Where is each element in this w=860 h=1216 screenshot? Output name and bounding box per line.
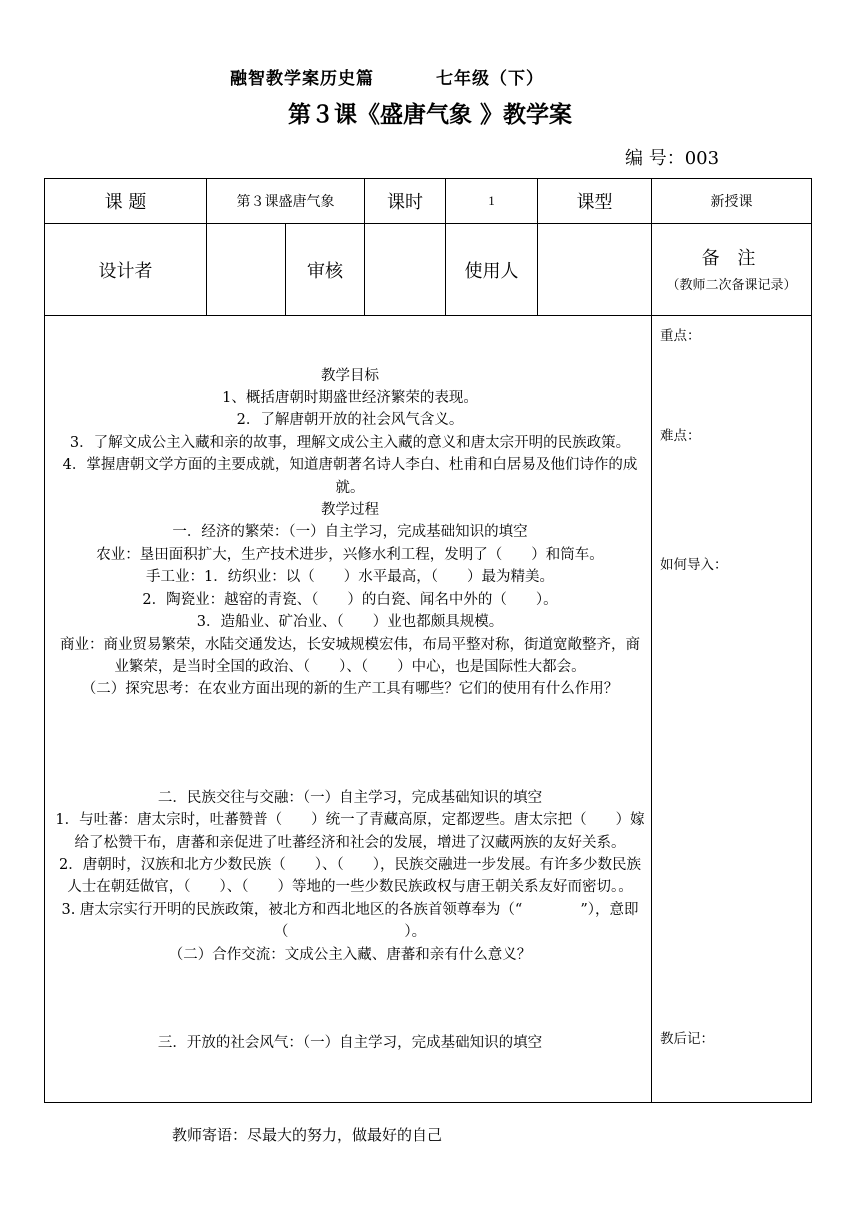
topic-value: 第３课盛唐气象 bbox=[207, 179, 365, 224]
content-line: 3. 唐太宗实行开明的民族政策，被北方和西北地区的各族首领尊奉为（“ ”），意即（ ）。 bbox=[61, 901, 639, 941]
content-line: 三．开放的社会风气：（一）自主学习，完成基础知识的填空 bbox=[157, 1034, 543, 1051]
intro-label: 如何导入： bbox=[660, 557, 728, 573]
remark-title: 备 注 bbox=[701, 247, 762, 269]
hours-label: 课时 bbox=[365, 179, 446, 224]
difficulty-label: 难点： bbox=[660, 428, 701, 444]
user-label: 使用人 bbox=[446, 224, 538, 316]
content-line: 1．与吐蕃：唐太宗时，吐蕃赞普（ ）统一了青藏高原，定都逻些。唐太宗把（ ）嫁给了松赞干布，唐蕃和亲促进了吐蕃经济和社会的发展，增进了汉藏两族的友好关系。 bbox=[55, 812, 645, 851]
review-value[interactable] bbox=[365, 224, 446, 316]
remark-subtitle: （教师二次备课记录） bbox=[666, 277, 797, 293]
content-line: 商业：商业贸易繁荣，水陆交通发达，长安城规模宏伟，布局平整对称，街道宽敞整齐，商业繁荣，是当时全国的政治、（ ）、（ ）中心，也是国际性大都会。 bbox=[60, 636, 640, 675]
type-value: 新授课 bbox=[652, 179, 812, 224]
page-title: 第３课《盛唐气象 》教学案 bbox=[287, 101, 572, 128]
content-line: 2．陶瓷业：越窑的青瓷、（ ）的白瓷、闻名中外的（ ）。 bbox=[142, 591, 558, 608]
teaching-content bbox=[45, 316, 652, 1103]
content-line: 一．经济的繁荣：（一）自主学习，完成基础知识的填空 bbox=[172, 524, 528, 541]
designer-label: 设计者 bbox=[45, 224, 207, 316]
table-row-designer bbox=[45, 224, 812, 316]
type-label: 课型 bbox=[538, 179, 652, 224]
content-line: 手工业：1．纺织业：以（ ）水平最高，（ ）最为精美。 bbox=[146, 569, 554, 586]
serial-number: 编 号：003 bbox=[625, 148, 720, 169]
grade-label: 七年级（下） bbox=[436, 69, 544, 89]
content-line: 农业：垦田面积扩大，生产技术进步，兴修水利工程，发明了（ ）和筒车。 bbox=[96, 546, 604, 563]
table-row-topic bbox=[45, 179, 812, 224]
series-header bbox=[230, 64, 544, 89]
content-line: 2．了解唐朝开放的社会风气含义。 bbox=[236, 412, 464, 429]
key-point-label: 重点： bbox=[660, 328, 701, 344]
content-line: 3．造船业、矿冶业、（ ）业也都颇具规模。 bbox=[196, 614, 504, 631]
teacher-message: 教师寄语：尽最大的努力，做最好的自己 bbox=[172, 1126, 443, 1144]
content-line: （二）合作交流：文成公主入藏、唐蕃和亲有什么意义？ bbox=[168, 946, 532, 963]
content-line: 4．掌握唐朝文学方面的主要成就，知道唐朝著名诗人李白、杜甫和白居易及他们诗作的成就。 bbox=[62, 457, 638, 496]
content-line: 3．了解文成公主入藏和亲的故事，理解文成公主入藏的意义和唐太宗开明的民族政策。 bbox=[69, 434, 631, 451]
topic-label: 课 题 bbox=[45, 179, 207, 224]
remark-column bbox=[652, 316, 812, 1103]
after-notes-label: 教后记： bbox=[660, 1031, 714, 1047]
content-line: 教学目标 bbox=[321, 367, 379, 384]
content-line: （二）探究思考：在农业方面出现的新的生产工具有哪些？它们的使用有什么作用？ bbox=[81, 681, 619, 698]
review-label: 审核 bbox=[286, 224, 365, 316]
series-name: 融智教学案历史篇 bbox=[230, 69, 374, 89]
lesson-plan-table bbox=[44, 178, 812, 1103]
table-row-content bbox=[45, 316, 812, 1103]
remark-header bbox=[652, 224, 812, 316]
content-line: 教学过程 bbox=[321, 502, 379, 519]
content-line: 1、概括唐朝时期盛世经济繁荣的表现。 bbox=[222, 390, 478, 407]
content-line: 2．唐朝时，汉族和北方少数民族（ ）、（ ），民族交融进一步发展。有许多少数民族人士在朝廷做官，（ ）、（ ）等地的一些少数民族政权与唐王朝关系友好而密切。。 bbox=[59, 856, 641, 896]
content-line: 二．民族交往与交融：（一）自主学习，完成基础知识的填空 bbox=[157, 789, 543, 806]
user-value[interactable] bbox=[538, 224, 652, 316]
hours-value: 1 bbox=[446, 179, 538, 224]
designer-value[interactable] bbox=[207, 224, 286, 316]
